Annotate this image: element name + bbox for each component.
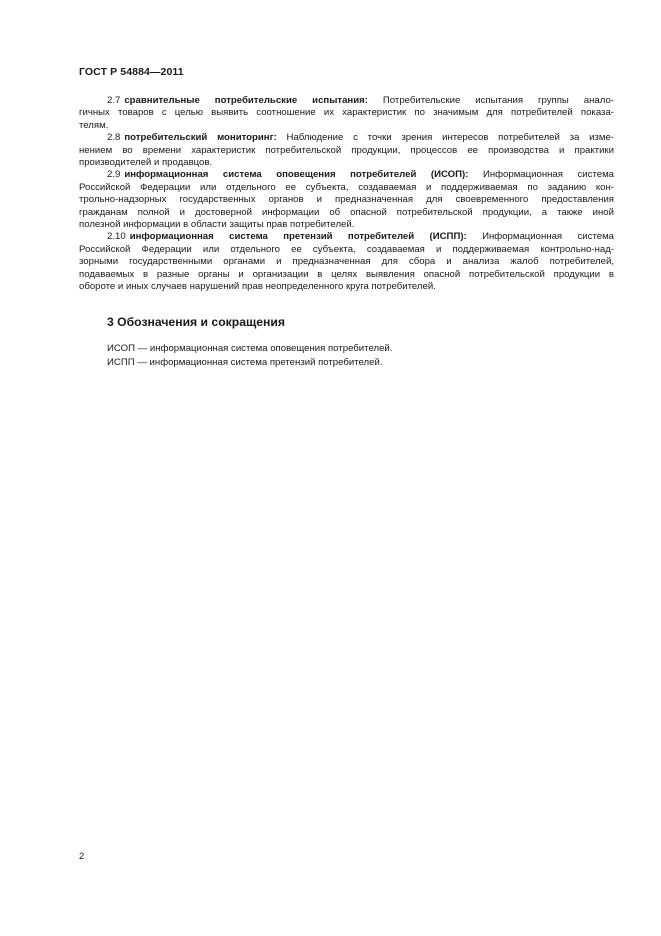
term-number: 2.7 (107, 95, 121, 106)
term-text-line: гичных товаров с целью выявить соотношение их характеристик по значимым для потребителей показа- (79, 107, 614, 119)
term-text-line: полезной информации в области защиты прав потребителей. (79, 219, 355, 231)
term-number: 2.10 (107, 231, 126, 243)
term-text-line: телям. (79, 119, 109, 131)
term-text-line: подаваемых в разные органы и организации в целях выявления опасной потребительской продукции в (79, 268, 614, 280)
term-label: информационная система претензий потребителей (ИСПП): (129, 231, 467, 243)
term-number: 2.8 (107, 132, 121, 144)
term-text-line: зорными государственными органами и предназначенная для сбора и анализа жалоб потребителей, (79, 256, 614, 268)
term-text-line: Российской Федерации или отдельного ее субъекта, создаваемая и поддерживаемая контрольно-над- (79, 243, 614, 255)
term-2-8 (79, 132, 614, 169)
term-2-7 (79, 95, 614, 132)
term-text-line: Наблюдение с точки зрения интересов потребителей за изме- (276, 132, 614, 144)
term-text-line: нением во времени характеристик потребительской продукции, процессов ее производства и практики (79, 144, 614, 156)
term-text-line: трольно-надзорных государственных органов и предназначенная для своевременного предоставления (79, 194, 614, 206)
term-text-line: Информационная система (466, 231, 615, 243)
term-text-line: Информационная система (468, 169, 614, 181)
term-text-line: гражданам полной и достоверной информации об опасной потребительской продукции, а также иной (79, 206, 614, 218)
abbreviation-item: ИСПП — информационная система претензий потребителей. (107, 356, 383, 368)
abbreviations-list (107, 342, 392, 369)
section-3-title: 3 Обозначения и сокращения (107, 315, 286, 329)
term-2-10 (79, 231, 614, 293)
page-number: 2 (79, 851, 85, 862)
document-header: ГОСТ Р 54884—2011 (79, 66, 184, 78)
term-text-line: Потребительские испытания группы анало- (367, 95, 614, 106)
term-label: сравнительные потребительские испытания: (124, 95, 368, 106)
term-text-line: обороте и иных случаев нарушений прав неопределенного круга потребителей. (79, 281, 436, 293)
abbreviation-item: ИСОП — информационная система оповещения потребителей. (107, 343, 393, 354)
term-text-line: производителей и продавцов. (79, 157, 213, 169)
terms-section (79, 95, 614, 294)
term-2-9 (79, 169, 614, 231)
term-label: потребительский мониторинг: (124, 132, 277, 144)
term-number: 2.9 (107, 169, 121, 181)
term-text-line: Российской Федерации или отдельного ее субъекта, создаваемая и поддерживаемая по заданию кон- (79, 181, 614, 193)
term-label: информационная система оповещения потребителей (ИСОП): (124, 169, 469, 181)
